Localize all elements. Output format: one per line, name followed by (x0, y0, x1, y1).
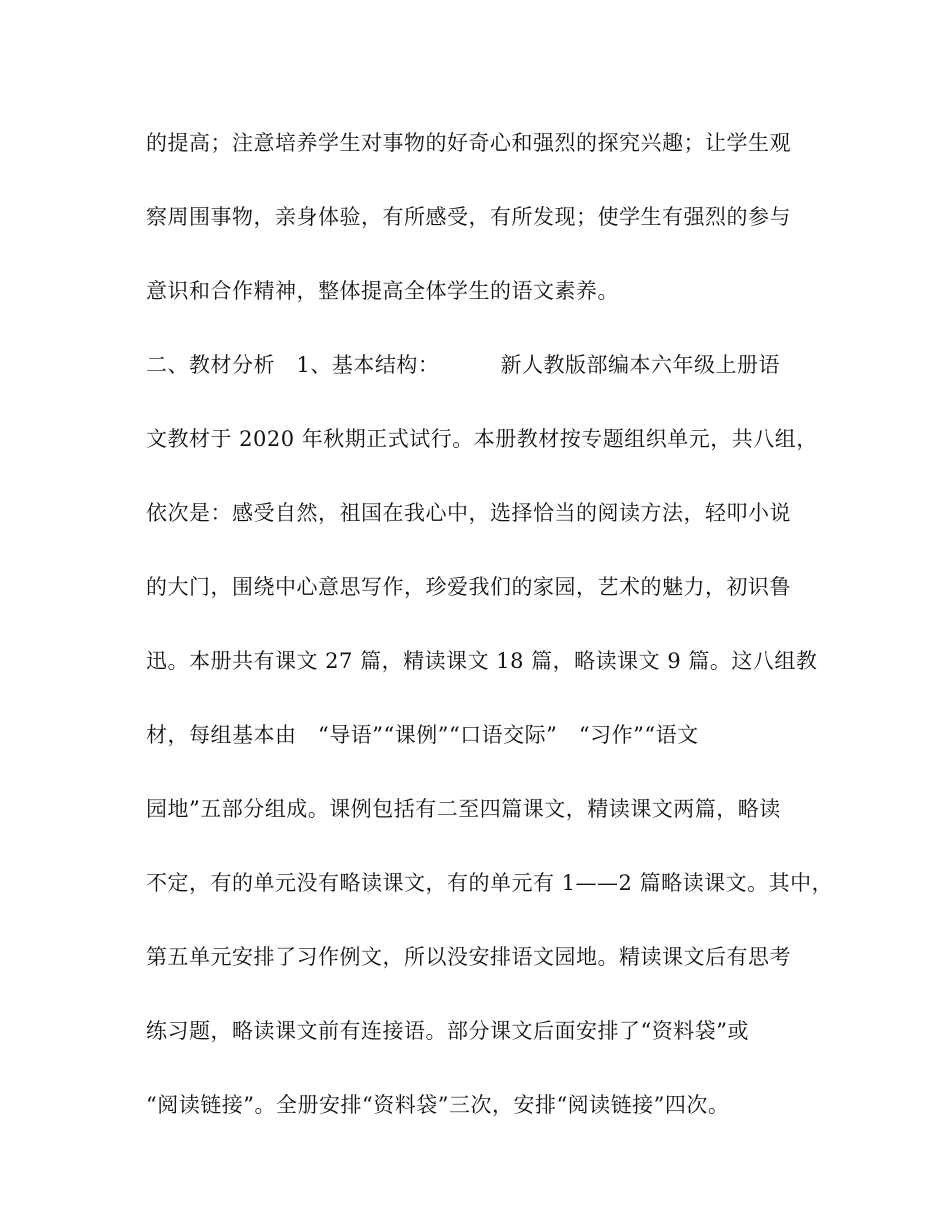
paragraph-line: “阅读链接”。全册安排“资料袋”三次，安排“阅读链接”四次。 (146, 1093, 730, 1117)
paragraph-line: 第五单元安排了习作例文，所以没安排语文园地。精读课文后有思考 (146, 945, 791, 969)
paragraph-line: 意识和合作精神，整体提高全体学生的语文素养。 (146, 279, 619, 303)
paragraph-line: 不定，有的单元没有略读课文，有的单元有 1——2 篇略读课文。其中， (146, 871, 834, 895)
paragraph-line: 材，每组基本由 “导语”“课例”“口语交际” “习作”“语文 (146, 723, 699, 747)
paragraph-line: 练习题，略读课文前有连接语。部分课文后面安排了“资料袋”或 (146, 1019, 749, 1043)
paragraph-line: 园地”五部分组成。课例包括有二至四篇课文，精读课文两篇，略读 (146, 797, 781, 821)
paragraph-line: 文教材于 2020 年秋期正式试行。本册教材按专题组织单元，共八组， (146, 427, 818, 451)
paragraph-line: 迅。本册共有课文 27 篇，精读课文 18 篇，略读课文 9 篇。这八组教 (146, 649, 818, 673)
paragraph-line: 察周围事物，亲身体验，有所感受，有所发现；使学生有强烈的参与 (146, 205, 791, 229)
paragraph-line: 依次是：感受自然，祖国在我心中，选择恰当的阅读方法，轻叩小说 (146, 501, 791, 525)
section-heading-line: 二、教材分析 1、基本结构： 新人教版部编本六年级上册语 (146, 353, 781, 377)
paragraph-line: 的提高；注意培养学生对事物的好奇心和强烈的探究兴趣；让学生观 (146, 131, 791, 155)
paragraph-line: 的大门，围绕中心意思写作，珍爱我们的家园，艺术的魅力，初识鲁 (146, 575, 791, 599)
